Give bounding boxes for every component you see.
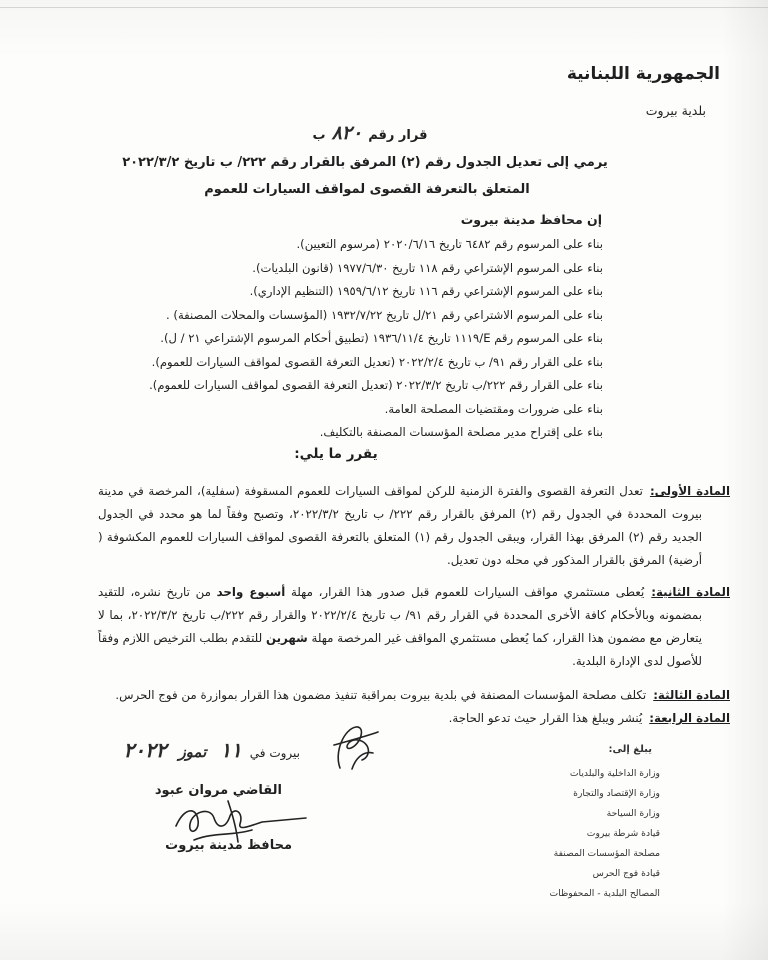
- signer-name: القاضي مروان عبود: [154, 783, 282, 798]
- article-emphasis: شهرين: [265, 631, 308, 645]
- recipient-item: وزارة الإقتصاد والتجارة: [573, 788, 660, 799]
- governor-signature-mark: [176, 801, 306, 842]
- article-label: المادة الرابعة:: [649, 711, 730, 725]
- decision-number: ٨٢٠: [331, 122, 363, 144]
- recital-item: بناء على ضرورات ومقتضيات المصلحة العامة.: [384, 401, 603, 416]
- municipality-heading: بلدية بيروت: [645, 103, 706, 118]
- recital-item: بناء على القرار رقم ٩١/ ب تاريخ ٢٠٢٢/٢/٤ (تعديل التعرفة القصوى لمواقف السيارات للعموم).: [151, 354, 603, 369]
- recital-item: بناء على القرار رقم ٢٢٢/ب تاريخ ٢٠٢٢/٣/٢ (تعديل التعرفة القصوى لمواقف السيارات للعموم).: [149, 378, 603, 392]
- country-heading: الجمهورية اللبنانية: [566, 64, 720, 84]
- recipient-item: المصالح البلدية - المحفوظات: [549, 888, 660, 899]
- place-prefix: بيروت في: [249, 746, 300, 760]
- article-label: المادة الثانية:: [651, 585, 730, 599]
- article-3: [98, 684, 730, 707]
- recipient-item: وزارة السياحة: [606, 808, 660, 819]
- recital-item: بناء على المرسوم الاشتراعي رقم ٢١/ل تاريخ ١٩٣٢/٧/٢٢ (المؤسسات والمحلات المصنفة) .: [166, 307, 603, 322]
- article-1: [98, 480, 730, 572]
- article-text: من تاريخ نشره، للتقيد بمضمونه وبالأحكام كافة الأخرى المحددة في القرار رقم ٩١/ ب تاريخ ٢٠٢٢/٢/٤ والقرار رقم ٢٢٢/ب تاريخ ٢٠٢٢/٣/٢، بما لا يتعارض مع مضمون هذا القرار، كما يُعطى مستثمري المواقف غير المرخصة مهلة: [98, 585, 703, 645]
- recipient-item: قيادة شرطة بيروت: [586, 828, 660, 839]
- recital-item: بناء على المرسوم رقم E/١١١٩ تاريخ ١٩٣٦/١١/٤ (تطبيق أحكام المرسوم الإشتراعي ٢١ / ل).: [160, 331, 603, 345]
- date-day: ١١: [220, 738, 242, 762]
- decision-suffix: ب: [312, 128, 326, 143]
- decides-heading: يقرر ما يلي:: [294, 446, 378, 462]
- signer-title: محافظ مدينة بيروت: [165, 838, 292, 853]
- initial-signature-mark: [334, 727, 378, 769]
- article-label: المادة الثالثة:: [653, 688, 730, 702]
- recipient-item: وزارة الداخلية والبلديات: [569, 768, 660, 779]
- recipient-item: قيادة فوج الحرس: [592, 868, 660, 879]
- article-4: [98, 707, 730, 730]
- article-2: [98, 581, 730, 673]
- article-text: تعدل التعرفة القصوى والفترة الزمنية للركن لمواقف السيارات للعموم المسقوفة (سفلية)، المرخصة في مدينة بيروت المحددة في الجدول رقم (٢) المرفق بالقرار رقم ٢٢٢/ ب تاريخ ٢٠٢٢/٣/٢، وتصبح وفقاً لما هو محدد في الجدول الجديد رقم (٢) المرفق بهذا القرار، ويبقى الجدول رقم (١) المتعلق بالتعرفة القصوى لمواقف السيارات للعموم المكشوفة ( أرضية) المرفق بالقرار المذكور في محله دون تعديل.: [98, 484, 702, 567]
- decision-label: قرار رقم: [368, 128, 428, 143]
- recital-item: بناء على المرسوم الإشتراعي رقم ١١٨ تاريخ ١٩٧٧/٦/٣٠ (قانون البلديات).: [252, 260, 603, 275]
- article-emphasis: أسبوع واحد: [216, 585, 286, 599]
- decision-subject-line-1: يرمي إلى تعديل الجدول رقم (٢) المرفق بالقرار رقم ٢٢٢/ ب تاريخ ٢٠٢٢/٣/٢: [122, 155, 608, 170]
- distribution-heading: يبلغ إلى:: [608, 744, 652, 755]
- scan-edge-line: [0, 7, 768, 8]
- recital-item: بناء على المرسوم رقم ٦٤٨٢ تاريخ ٢٠٢٠/٦/١٦ (مرسوم التعيين).: [296, 237, 603, 251]
- article-text: تكلف مصلحة المؤسسات المصنفة في بلدية بيروت بمراقبة تنفيذ مضمون هذا القرار بموازرة من فوج الحرس.: [115, 688, 647, 702]
- recital-item: بناء على المرسوم الإشتراعي رقم ١١٦ تاريخ ١٩٥٩/٦/١٢ (التنظيم الإداري).: [249, 284, 603, 298]
- date-year: ٢٠٢٢: [123, 738, 167, 762]
- decision-title: [0, 122, 740, 144]
- recital-item: بناء على إقتراح مدير مصلحة المؤسسات المصنفة بالتكليف.: [319, 425, 603, 439]
- article-text: يُنشر ويبلغ هذا القرار حيث تدعو الحاجة.: [448, 711, 643, 725]
- article-text: للتقدم بطلب الترخيص اللازم وفقاً للأصول لدى الإدارة البلدية.: [98, 631, 702, 668]
- decision-subject-line-2: المتعلق بالتعرفة القصوى لمواقف السيارات للعموم: [204, 182, 530, 197]
- recipient-item: مصلحة المؤسسات المصنفة: [553, 848, 660, 859]
- article-label: المادة الأولى:: [649, 484, 730, 498]
- recitals-list: [60, 234, 603, 446]
- article-text: يُعطى مستثمري مواقف السيارات للعموم قبل صدور هذا القرار، مهلة: [285, 585, 645, 599]
- issuing-authority: إن محافظ مدينة بيروت: [460, 212, 602, 227]
- date-month: تموز: [178, 743, 207, 761]
- distribution-list: [550, 766, 660, 906]
- place-and-date: [123, 736, 300, 767]
